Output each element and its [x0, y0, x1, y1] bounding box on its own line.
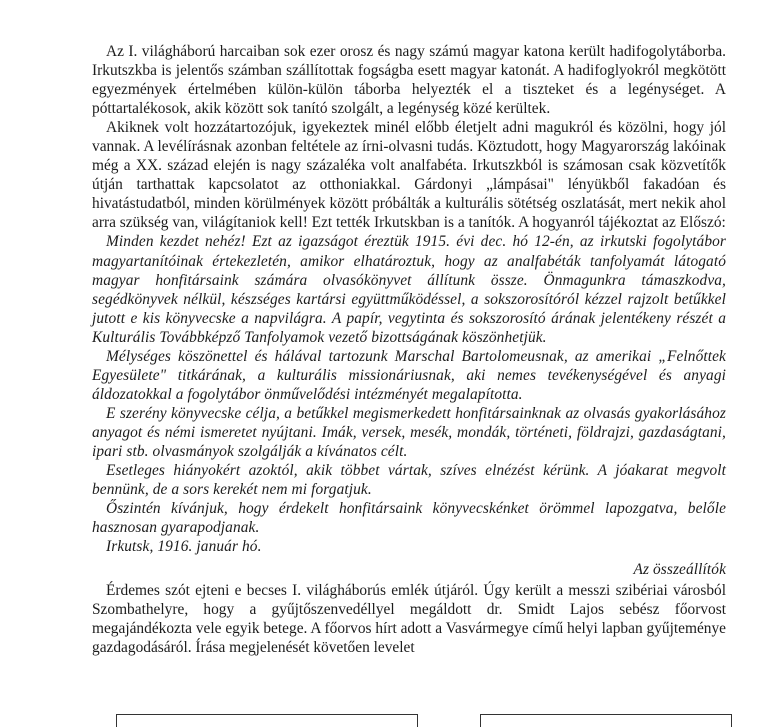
quote-paragraph: Őszintén kívánjuk, hogy érdekelt honfitársaink könyvecskénket örömmel lapozgatva, belőle hasznosan gyarapodjanak. [92, 500, 726, 537]
quote-paragraph: E szerény könyvecske célja, a betűkkel megismerkedett honfitársainknak az olvasás gyakorlásához anyagot és némi ismeretet nyújtani. Imák, versek, mesék, mondák, történeti, földrajzi, gazdaságtani, ipari stb. olvasmányok szolgálják a kívánatos célt. [92, 404, 726, 460]
figure-frame-right [480, 714, 732, 727]
paragraph-context: Akiknek volt hozzátartozójuk, igyekeztek minél előbb életjelt adni magukról és közölni, hogy jól vannak. A levélírásnak azonban feltétele az írni-olvasni tudás. Köztudott, hogy Magyarország lakóinak még a XX. század elején is nagy százaléka volt analfabéta. Irkutszkból is számosan csak közvetítők útján tarthattak kapcsolatot az otthoniakkal. Gárdonyi „lámpásai" lényükből fakadóan és hivatástudatból, minden körülmények között próbálták a kulturális sötétség oszlatását, mert nekik ahol arra szükség van, világítaniok kell! Ezt tették Irkutskban is a tanítók. A hogyanról tájékoztat az Előszó: [92, 119, 726, 232]
quote-paragraph: Esetleges hiányokért azoktól, akik többet vártak, szíves elnézést kérünk. A jóakarat megvolt bennünk, de a sors kerekét nem mi forgatjuk. [92, 462, 726, 499]
quote-signature: Az összeállítók [633, 561, 726, 579]
quote-paragraph: Mélységes köszönettel és hálával tartozunk Marschal Bartolomeusnak, az amerikai „Felnőttek Egyesülete" titkárának, a kulturális missionáriusnak, aki nemes tevékenységével és anyagi áldozatokkal a fogolytábor önművelődési intézményét megalapította. [92, 347, 726, 403]
figure-frame-left [116, 714, 418, 727]
preface-quote [92, 232, 726, 579]
document-body [92, 42, 726, 658]
quote-paragraph: Minden kezdet nehéz! Ezt az igazságot éreztük 1915. évi dec. hó 12-én, az irkutski fogolytábor magyartanítóinak értekezletén, amikor elhatároztuk, hogy az analfabéták tanfolyamát látogató magyar honfitársaink számára olvasókönyvet állítunk össze. Önmagunkra támaszkodva, segédkönyvek nélkül, készséges kartársi együttműködéssel, a sokszorosítóról kézzel rajzolt betűkkel jutott e kis könyvecske a napvilágra. A papír, vegytinta és sokszorosító árának jelentékeny részét a Kulturális Továbbképző Tanfolyamok vezető bizottságának köszönhetjük. [92, 233, 726, 346]
quote-date: Irkutsk, 1916. január hó. [106, 538, 262, 556]
paragraph-intro: Az I. világháború harcaiban sok ezer orosz és nagy számú magyar katona került hadifogolytáborba. Irkutszkba is jelentős számban szállítottak fogságba esett magyar katonát. A hadifoglyokról megkötött egyezmények értelmében külön-külön táborba helyezték el a tiszteket és a legénységet. A póttartalékosok, akik között sok tanító szolgált, a legénység közé kerültek. [92, 43, 726, 118]
paragraph-closing: Érdemes szót ejteni e becses I. világháborús emlék útjáról. Úgy került a messzi szibériai városból Szombathelyre, hogy a gyűjtőszenvedéllyel megáldott dr. Smidt Lajos sebész főorvost megajándékozta vele egyik betege. A főorvos hírt adott a Vasvármegye című helyi lapban gyűjteménye gazdagodásáról. Írása megjelenését követően levelet [92, 582, 726, 657]
